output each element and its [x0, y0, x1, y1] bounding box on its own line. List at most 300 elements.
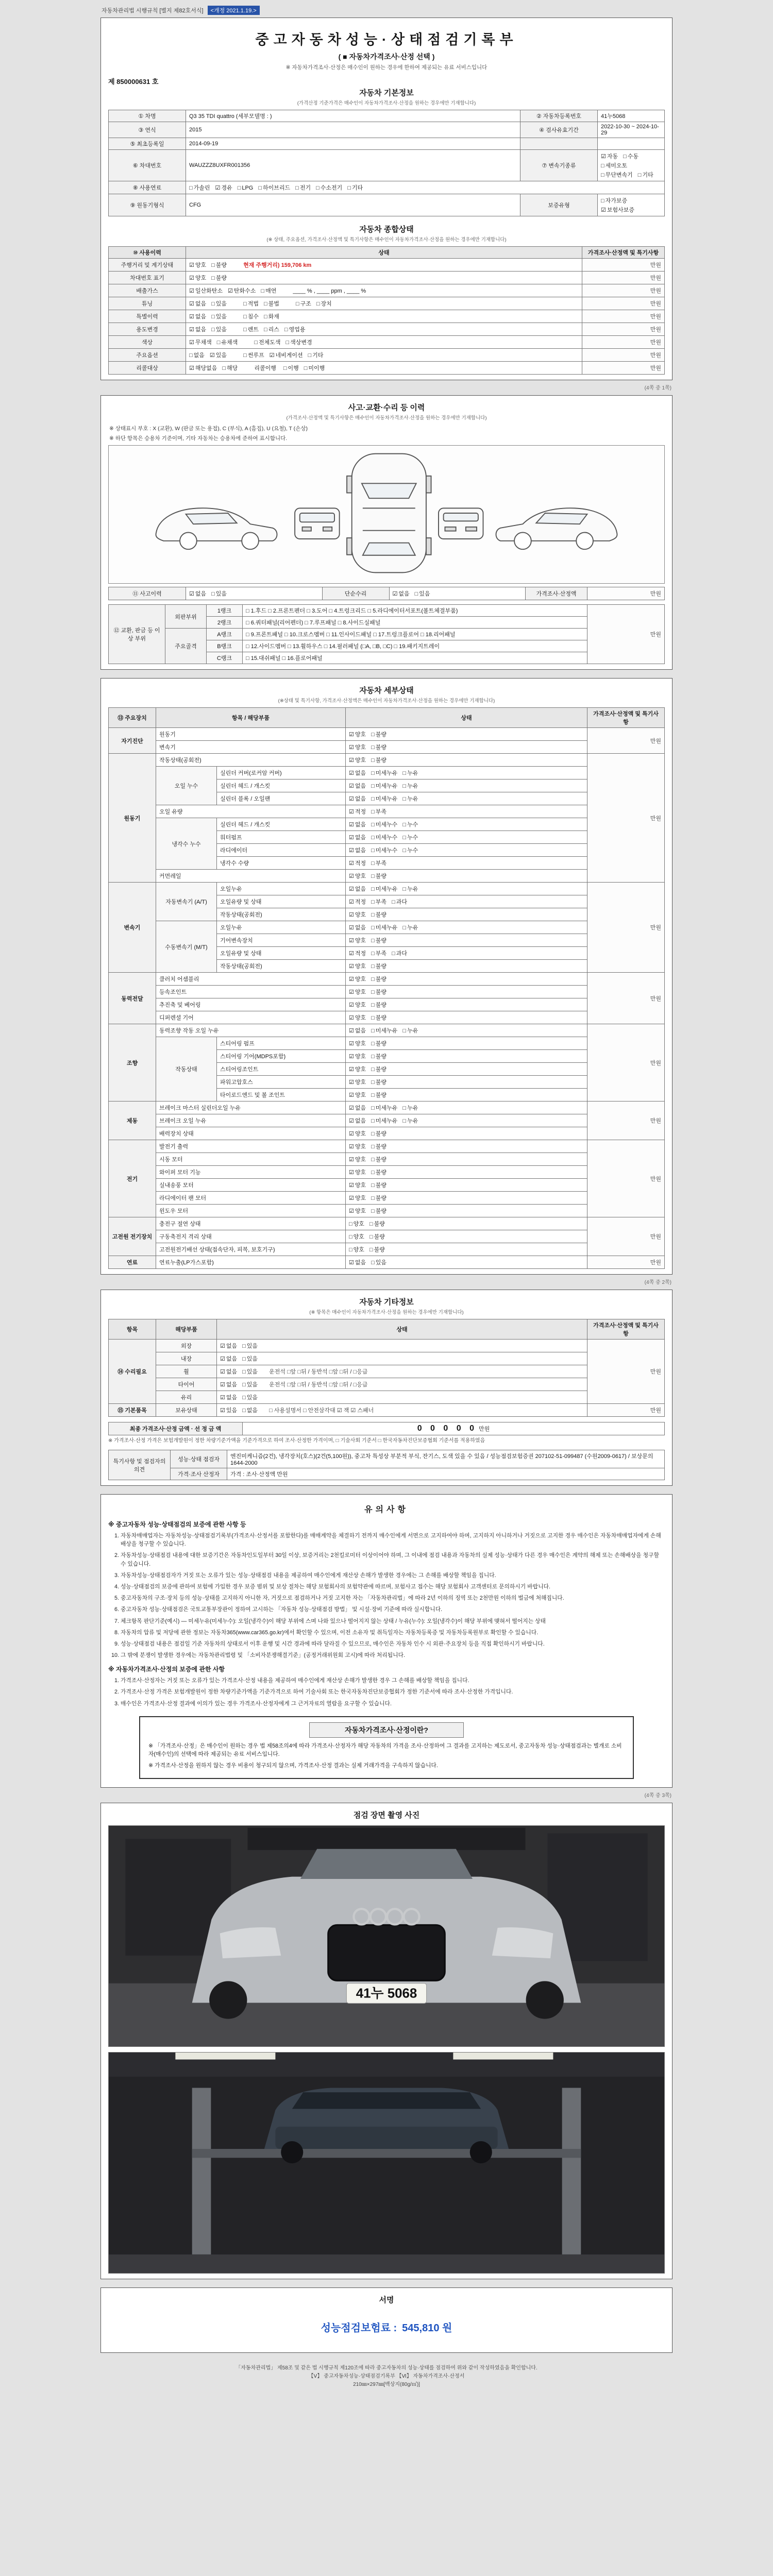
empty-box-icon: □: [211, 314, 215, 320]
checkbox-unchecked[interactable]: □ 미세누수: [371, 822, 398, 828]
checkbox-unchecked[interactable]: □ 있음: [414, 591, 430, 597]
device-label: 동력전달: [109, 973, 156, 1024]
checked-box-icon: ☑: [189, 314, 194, 320]
checkbox-checked[interactable]: ☑ 양호: [349, 1131, 366, 1137]
checkbox-unchecked[interactable]: □ 기타: [347, 185, 363, 191]
checkbox-unchecked[interactable]: □ 기타: [308, 352, 324, 359]
checked-box-icon: ☑: [349, 1182, 354, 1189]
checkbox-unchecked[interactable]: □ 장치: [316, 301, 332, 307]
accident-history-checks: [186, 587, 323, 600]
checkbox-checked[interactable]: ☑ 양호: [349, 757, 366, 764]
table-row: [109, 122, 665, 138]
checked-box-icon: ☑: [209, 352, 215, 359]
checkbox-checked[interactable]: ☑ 양호: [349, 1157, 366, 1163]
checkbox-unchecked[interactable]: □ 불량: [371, 1066, 387, 1073]
checkbox-unchecked[interactable]: □ 부족: [371, 860, 387, 867]
empty-box-icon: □: [371, 912, 375, 918]
checkbox-checked[interactable]: ☑ 있음: [209, 352, 227, 359]
page-mark: (4쪽 중 1쪽): [644, 385, 671, 391]
checked-box-icon: ☑: [349, 989, 354, 995]
checkbox-unchecked[interactable]: □ 불량: [369, 1247, 385, 1253]
misc-part-label: 외장: [156, 1340, 217, 1352]
checkbox-checked[interactable]: ☑ 탄화수소: [228, 288, 256, 294]
checked-box-icon: ☑: [601, 154, 606, 160]
checkbox-unchecked[interactable]: □ 구조: [295, 301, 311, 307]
part-label: 실린더 헤드 / 개스킷: [217, 779, 346, 792]
checkbox-unchecked[interactable]: □ 불량: [371, 1208, 387, 1214]
part-label: 실린더 블록 / 오일팬: [217, 792, 346, 805]
col-header: 가격조사·산정액 및 특기사항: [582, 247, 665, 259]
checkbox-checked[interactable]: ☑ 양호: [349, 976, 366, 982]
checkbox-unchecked[interactable]: □ 양호: [349, 1247, 364, 1253]
part-label: 오일누유: [217, 883, 346, 895]
checkbox-checked[interactable]: ☑ 일산화탄소: [189, 288, 223, 294]
top-strip: [100, 3, 673, 18]
checkbox-unchecked[interactable]: □ 누수: [402, 848, 418, 854]
checkbox-unchecked[interactable]: □ 있음: [242, 1356, 258, 1362]
checkbox-unchecked[interactable]: □ 자가보증: [601, 198, 628, 204]
checked-box-icon: ☑: [349, 757, 354, 764]
checkbox-unchecked[interactable]: □ 미세누유: [371, 1028, 398, 1034]
usage-history-label: 특별이력: [109, 310, 186, 323]
checkbox-checked[interactable]: ☑ 적정: [349, 860, 366, 867]
checkbox-unchecked[interactable]: □ 수동: [623, 154, 639, 160]
checkbox-unchecked[interactable]: □ 미세누유: [371, 796, 398, 802]
checkbox-unchecked[interactable]: □ 과다: [392, 899, 407, 905]
basic-section-note: (가격산정 기준가격은 매수인이 자동차가격조사·산정을 원하는 경우에만 기재합니다): [297, 100, 476, 106]
part-label: 연료누출(LP가스포함): [156, 1256, 346, 1269]
misc-table: [108, 1319, 665, 1417]
checkbox-checked[interactable]: ☑ 양호: [349, 873, 366, 879]
final-price-value: 0 0 0 0 0: [417, 1424, 477, 1433]
part-label: 라디에이터 팬 모터: [156, 1192, 346, 1205]
checkbox-checked[interactable]: ☑ 양호: [349, 1066, 366, 1073]
checkbox-unchecked[interactable]: □ 불량: [371, 1002, 387, 1008]
checkbox-unchecked[interactable]: □ 미세누유: [371, 886, 398, 892]
car-name-value: Q3 35 TDI quattro (세부모델명 : ): [186, 110, 520, 122]
checkbox-unchecked[interactable]: □ 있음: [242, 1343, 258, 1349]
state-symbols-legend2: ※ 하단 항목은 승용차 기준이며, 기타 자동차는 승용차에 준하여 표시합니다.: [109, 435, 288, 442]
checkbox-unchecked[interactable]: □ 누유: [402, 1028, 418, 1034]
checkbox-unchecked[interactable]: □ 전기: [295, 185, 311, 191]
checkbox-unchecked[interactable]: □ 있음: [211, 314, 227, 320]
checkbox-unchecked[interactable]: □ 양호: [349, 1234, 364, 1240]
checkbox-unchecked[interactable]: □ 불량: [371, 744, 387, 751]
checkbox-unchecked[interactable]: □ 수소전기: [316, 185, 343, 191]
checkbox-unchecked[interactable]: □ 누유: [402, 770, 418, 776]
summary-value-text: 리콜이행: [254, 365, 276, 371]
checkbox-unchecked[interactable]: □ 하이브리드: [258, 185, 291, 191]
detail-row: [109, 1179, 665, 1192]
table-row: [109, 1468, 665, 1480]
checkbox-unchecked[interactable]: □ 있음: [371, 1260, 387, 1266]
detail-row: [109, 754, 665, 767]
checkbox-checked[interactable]: ☑ 경유: [215, 185, 232, 191]
device-label: 전기: [109, 1140, 156, 1217]
checkbox-checked[interactable]: ☑ 양호: [349, 744, 366, 751]
field-label: ④ 검사유효기간: [520, 122, 598, 138]
item-label: 냉각수 누수: [156, 818, 217, 870]
checkbox-checked[interactable]: ☑ 없음: [220, 1369, 238, 1375]
part-label: 브레이크 마스터 실린더오일 누유: [156, 1101, 346, 1114]
empty-box-icon: □: [402, 1118, 406, 1124]
checkbox-unchecked[interactable]: □ 미세누유: [371, 783, 398, 789]
detail-row: [109, 921, 665, 934]
checkbox-checked[interactable]: ☑ 없음: [349, 822, 366, 828]
checkbox-unchecked[interactable]: □ 불량: [371, 1079, 387, 1086]
part-label: 브레이크 오일 누유: [156, 1114, 346, 1127]
checkbox-unchecked[interactable]: □ 양호: [349, 1221, 364, 1227]
detail-table: [108, 707, 665, 1269]
revision-chip: <개정 2021.1.19.>: [208, 6, 260, 15]
checkbox-checked[interactable]: ☑ 없음: [349, 886, 366, 892]
empty-box-icon: □: [242, 1343, 246, 1349]
notice-item: 3. 자동차성능·상태점검자가 거짓 또는 오류가 있는 성능·상태점검 내용을 제공하여 매수인에게 재산상 손해가 발생한 경우에는 그 손해를 배상할 책임을 집니다.: [121, 1571, 665, 1580]
panel-items[interactable]: □ 6.쿼터패널(리어펜더) □ 7.루프패널 □ 8.사이드실패널: [243, 617, 587, 629]
checkbox-checked[interactable]: ☑ 양호: [189, 275, 207, 281]
checkbox-unchecked[interactable]: □ 세미오토: [601, 163, 628, 169]
checkbox-unchecked[interactable]: □ 불량: [371, 938, 387, 944]
checkbox-unchecked[interactable]: □ 미세누수: [371, 835, 398, 841]
checkbox-checked[interactable]: ☑ 양호: [189, 262, 207, 268]
license-plate-text: 41누 5068: [356, 1987, 417, 2002]
basic-info-table: [108, 110, 665, 216]
checkbox-checked[interactable]: ☑ 없음: [392, 591, 410, 597]
checkbox-unchecked[interactable]: □ 불량: [369, 1221, 385, 1227]
checkbox-unchecked[interactable]: □ 부족: [371, 951, 387, 957]
checkbox-unchecked[interactable]: □ 불량: [371, 1131, 387, 1137]
empty-box-icon: □: [414, 591, 418, 597]
misc-extra-options[interactable]: □ 사용설명서 □ 안전삼각대 ☑ 잭 ☑ 스패너: [269, 1408, 374, 1414]
checkbox-unchecked[interactable]: □ 유채색: [216, 340, 238, 346]
checkbox-checked[interactable]: ☑ 없음: [220, 1343, 238, 1349]
checkbox-unchecked[interactable]: □ 미세누수: [371, 848, 398, 854]
checkbox-unchecked[interactable]: □ 화재: [263, 314, 279, 320]
checkbox-checked[interactable]: ☑ 네비게이션: [269, 352, 303, 359]
price-amount-cell: 만원: [582, 310, 665, 323]
checkbox-unchecked[interactable]: □ 불량: [371, 1157, 387, 1163]
panel-items[interactable]: □ 1.후드 □ 2.프론트펜더 □ 3.도어 □ 4.트렁크리드 □ 5.라디에이터서포트(볼트체결부품): [243, 605, 587, 617]
checkbox-unchecked[interactable]: □ 기타: [637, 172, 653, 178]
checkbox-unchecked[interactable]: □ 과다: [392, 951, 407, 957]
notice-item: 6. 중고자동차 성능·상태점검은 국토교통부장관이 정하여 고시하는 「자동차 성능·상태점검 방법」 및 시설·장비 기준에 따라 실시합니다.: [121, 1605, 665, 1614]
empty-box-icon: □: [371, 822, 375, 828]
checkbox-unchecked[interactable]: □ 해당: [222, 365, 238, 371]
misc-extra-options[interactable]: 운전석 □앞 □뒤 / 동반석 □앞 □뒤 / □응급: [269, 1369, 368, 1375]
checkbox-unchecked[interactable]: □ 불량: [371, 1170, 387, 1176]
law-reference: 자동차관리법 시행규칙 [별지 제82호서식]: [102, 8, 204, 14]
checkbox-checked[interactable]: ☑ 없음: [349, 1028, 366, 1034]
checkbox-checked[interactable]: ☑ 양호: [349, 1041, 366, 1047]
checkbox-checked[interactable]: ☑ 적정: [349, 951, 366, 957]
page-mark: (4쪽 중 3쪽): [644, 1793, 671, 1799]
notice-item: 7. 체크항목 판단기준(예시) — 미세누유(미세누수): 오일(냉각수)이 해당 부위에 스며 나와 있으나 떨어지지 않는 상태 / 누유(누수): 오일(냉각수)이 해당 부위에 맺혀서 떨어지는 상태: [121, 1617, 665, 1625]
checkbox-unchecked[interactable]: □ 무단변속기: [601, 172, 633, 178]
checkbox-checked[interactable]: ☑ 양호: [349, 1144, 366, 1150]
table-row: [109, 194, 665, 216]
checkbox-unchecked[interactable]: □ 불량: [371, 1054, 387, 1060]
empty-box-icon: □: [371, 1170, 375, 1176]
checkbox-unchecked[interactable]: □ 누유: [402, 925, 418, 931]
checkbox-unchecked[interactable]: □ 전체도색: [254, 340, 281, 346]
detail-row: [109, 1230, 665, 1243]
misc-part-label: 유리: [156, 1391, 217, 1404]
checkbox-checked[interactable]: ☑ 없음: [349, 783, 366, 789]
checkbox-unchecked[interactable]: □ 불량: [371, 912, 387, 918]
checkbox-unchecked[interactable]: □ 부족: [371, 809, 387, 815]
empty-box-icon: □: [284, 327, 288, 333]
part-label: 커먼레일: [156, 870, 346, 883]
checkbox-checked[interactable]: ☑ 양호: [349, 1195, 366, 1201]
misc-row: [109, 1365, 665, 1378]
price-amount-cell: 만원: [587, 1101, 665, 1140]
checkbox-unchecked[interactable]: □ LPG: [237, 185, 254, 191]
checkbox-checked[interactable]: ☑ 해당없음: [189, 365, 217, 371]
photos-block: [100, 1803, 673, 2279]
checkbox-checked[interactable]: ☑ 없음: [349, 796, 366, 802]
checked-box-icon: ☑: [349, 873, 354, 879]
checkbox-checked[interactable]: ☑ 양호: [349, 1079, 366, 1086]
usage-history-label: 주요옵션: [109, 349, 186, 362]
checkbox-unchecked[interactable]: □ 누수: [402, 835, 418, 841]
checkbox-checked[interactable]: ☑ 있음: [220, 1408, 238, 1414]
checkbox-checked[interactable]: ☑ 양호: [349, 1054, 366, 1060]
checkbox-unchecked[interactable]: □ 누유: [402, 1118, 418, 1124]
checked-box-icon: ☑: [349, 783, 354, 789]
plate-number-value: 41누5068: [598, 110, 665, 122]
checkbox-checked[interactable]: ☑ 양호: [349, 732, 366, 738]
checkbox-unchecked[interactable]: □ 영업용: [284, 327, 306, 333]
part-label: 스티어링조인트: [217, 1063, 346, 1076]
checked-box-icon: ☑: [349, 899, 354, 905]
photo-underside-svg: [109, 2053, 664, 2273]
empty-box-icon: □: [242, 1395, 246, 1401]
checkbox-unchecked[interactable]: □ 부족: [371, 899, 387, 905]
checkbox-unchecked[interactable]: □ 있음: [242, 1369, 258, 1375]
detail-row: [109, 1037, 665, 1050]
checked-box-icon: ☑: [349, 886, 354, 892]
empty-box-icon: □: [371, 899, 375, 905]
checkbox-unchecked[interactable]: □ 누수: [402, 822, 418, 828]
checked-box-icon: ☑: [349, 860, 354, 867]
summary-row: [109, 310, 665, 323]
empty-box-icon: □: [349, 1234, 352, 1240]
checkbox-checked[interactable]: ☑ 자동: [601, 154, 618, 160]
checkbox-unchecked[interactable]: □ 미세누유: [371, 1105, 398, 1111]
checkbox-unchecked[interactable]: □ 이행: [283, 365, 299, 371]
detail-section-title: 자동차 세부상태: [359, 686, 414, 695]
empty-box-icon: □: [371, 770, 375, 776]
checkbox-checked[interactable]: ☑ 양호: [349, 938, 366, 944]
misc-row: [109, 1340, 665, 1352]
checkbox-checked[interactable]: ☑ 없음: [220, 1356, 238, 1362]
checkbox-unchecked[interactable]: □ 불량: [371, 732, 387, 738]
page1-block: [100, 18, 673, 380]
col-header: 항목 / 해당부품: [156, 708, 346, 728]
checkbox-checked[interactable]: ☑ 없음: [349, 1105, 366, 1111]
footer-line-3: 210㎜×297㎜[백상지(80g/㎡)]: [353, 2382, 420, 2388]
checkbox-unchecked[interactable]: □ 매연: [261, 288, 277, 294]
col-header: 가격조사·산정액 및 특기사항: [587, 1319, 665, 1340]
panel-category-label: 주요골격: [165, 629, 207, 664]
empty-box-icon: □: [371, 848, 375, 854]
checkbox-unchecked[interactable]: □ 없음: [242, 1408, 258, 1414]
checkbox-checked[interactable]: ☑ 양호: [349, 1092, 366, 1098]
checkbox-unchecked[interactable]: □ 누유: [402, 1105, 418, 1111]
checkbox-checked[interactable]: ☑ 없음: [189, 314, 207, 320]
checkbox-unchecked[interactable]: □ 있음: [242, 1382, 258, 1388]
appraiser-label: 가격·조사 산정자: [171, 1468, 227, 1480]
part-label: 실린더 헤드 / 개스킷: [217, 818, 346, 831]
model-year-value: 2015: [186, 122, 520, 138]
panel-items[interactable]: □ 9.프론트패널 □ 10.크로스멤버 □ 11.인사이드패널 □ 17.트렁크플로어 □ 18.리어패널: [243, 629, 587, 640]
checkbox-unchecked[interactable]: □ 불량: [211, 262, 227, 268]
checkbox-checked[interactable]: ☑ 없음: [349, 925, 366, 931]
checkbox-unchecked[interactable]: □ 불량: [371, 873, 387, 879]
price-amount-cell: 만원: [582, 272, 665, 284]
misc-extra-options[interactable]: 운전석 □앞 □뒤 / 동반석 □앞 □뒤 / □응급: [269, 1382, 368, 1388]
checkbox-unchecked[interactable]: □ 불법: [263, 301, 279, 307]
checkbox-unchecked[interactable]: □ 불량: [371, 757, 387, 764]
checkbox-unchecked[interactable]: □ 미세누유: [371, 925, 398, 931]
price-amount-cell: 만원: [582, 349, 665, 362]
final-price-note: ※ 가격조사·산정 가격은 보험개발원이 정한 차량기준가액을 기준가격으로 하여 조사·산정한 가격이며, □ 기술사회 기준서 □ 한국자동차진단보증협회 기준서를 적용하였음: [108, 1438, 485, 1444]
checkbox-unchecked[interactable]: □ 누유: [402, 796, 418, 802]
checkbox-unchecked[interactable]: □ 있음: [242, 1395, 258, 1401]
checkbox-unchecked[interactable]: □ 미이행: [304, 365, 325, 371]
checkbox-checked[interactable]: ☑ 적정: [349, 899, 366, 905]
checkbox-checked[interactable]: ☑ 없음: [189, 591, 207, 597]
checkbox-unchecked[interactable]: □ 미세누유: [371, 1118, 398, 1124]
checkbox-unchecked[interactable]: □ 불량: [371, 1144, 387, 1150]
inspection-period-value: 2022-10-30 ~ 2024-10-29: [598, 122, 665, 138]
checkbox-checked[interactable]: ☑ 양호: [349, 912, 366, 918]
empty-box-icon: □: [295, 301, 299, 307]
checkbox-unchecked[interactable]: □ 누유: [402, 783, 418, 789]
rank-label: A랭크: [207, 629, 243, 640]
checkbox-unchecked[interactable]: □ 있음: [211, 327, 227, 333]
checkbox-unchecked[interactable]: □ 불량: [369, 1234, 385, 1240]
table-row: [109, 1422, 665, 1435]
checked-box-icon: ☑: [349, 835, 354, 841]
checkbox-checked[interactable]: ☑ 양호: [349, 1170, 366, 1176]
part-label: 등속조인트: [156, 986, 346, 998]
checkbox-checked[interactable]: ☑ 양호: [349, 989, 366, 995]
checkbox-checked[interactable]: ☑ 없음: [189, 327, 207, 333]
checkbox-unchecked[interactable]: □ 침수: [243, 314, 259, 320]
empty-box-icon: □: [371, 1079, 375, 1086]
checkbox-checked[interactable]: ☑ 양호: [349, 1208, 366, 1214]
checkbox-checked[interactable]: ☑ 없음: [220, 1382, 238, 1388]
checked-box-icon: ☑: [349, 1144, 354, 1150]
checkbox-checked[interactable]: ☑ 양호: [349, 963, 366, 970]
checkbox-unchecked[interactable]: □ 불량: [371, 1092, 387, 1098]
checkbox-checked[interactable]: ☑ 없음: [349, 770, 366, 776]
checkbox-checked[interactable]: ☑ 없음: [349, 1118, 366, 1124]
checkbox-unchecked[interactable]: □ 불량: [211, 275, 227, 281]
part-label: 구동축전지 격리 상태: [156, 1230, 346, 1243]
price-amount-cell: 만원: [587, 605, 665, 664]
summary-row: [109, 259, 665, 272]
part-label: 고전원전기배선 상태(접속단자, 피복, 보호기구): [156, 1243, 346, 1256]
empty-box-icon: □: [371, 757, 375, 764]
checkbox-unchecked[interactable]: □ 색상변경: [285, 340, 312, 346]
checkbox-unchecked[interactable]: □ 불량: [371, 976, 387, 982]
checkbox-checked[interactable]: ☑ 무채색: [189, 340, 212, 346]
price-amount-cell: 만원: [587, 1140, 665, 1217]
checkbox-checked[interactable]: ☑ 적정: [349, 809, 366, 815]
checkbox-checked[interactable]: ☑ 없음: [349, 1260, 366, 1266]
checkbox-unchecked[interactable]: □ 미세누유: [371, 770, 398, 776]
checkbox-unchecked[interactable]: □ 불량: [371, 1041, 387, 1047]
part-label: 스티어링 펌프: [217, 1037, 346, 1050]
part-label: 시동 모터: [156, 1153, 346, 1166]
checkbox-unchecked[interactable]: □ 리스: [263, 327, 279, 333]
checkbox-checked[interactable]: ☑ 없음: [349, 835, 366, 841]
checkbox-unchecked[interactable]: □ 불량: [371, 963, 387, 970]
panel-items[interactable]: □ 15.대쉬패널 □ 16.플로어패널: [243, 652, 587, 664]
checkbox-unchecked[interactable]: □ 썬루프: [243, 352, 264, 359]
detail-row: [109, 1127, 665, 1140]
checkbox-unchecked[interactable]: □ 렌트: [243, 327, 259, 333]
exchange-row: [109, 629, 665, 640]
detail-row: [109, 818, 665, 831]
empty-box-icon: □: [601, 172, 604, 178]
checked-box-icon: ☑: [349, 1208, 354, 1214]
definition-box-title: 자동차가격조사·산정이란?: [309, 1722, 464, 1738]
part-label: 워터펌프: [217, 831, 346, 844]
final-price-table: [108, 1422, 665, 1435]
checkbox-unchecked[interactable]: □ 불량: [371, 1195, 387, 1201]
empty-box-icon: □: [402, 796, 406, 802]
checkbox-checked[interactable]: ☑ 보험사보증: [601, 207, 635, 213]
checkbox-unchecked[interactable]: □ 불량: [371, 989, 387, 995]
device-label: 제동: [109, 1101, 156, 1140]
field-label: 보증유형: [520, 194, 598, 216]
part-label: 냉각수 수량: [217, 857, 346, 870]
checkbox-unchecked[interactable]: □ 불량: [371, 1182, 387, 1189]
part-label: 디퍼렌셜 기어: [156, 1011, 346, 1024]
checkbox-unchecked[interactable]: □ 불량: [371, 1015, 387, 1021]
empty-box-icon: □: [211, 262, 215, 268]
checkbox-unchecked[interactable]: □ 누유: [402, 886, 418, 892]
col-header: 상태: [186, 247, 582, 259]
usage-history-label: 용도변경: [109, 323, 186, 336]
panel-items[interactable]: □ 12.사이드멤버 □ 13.휠하우스 □ 14.필러패널 (□A, □B, □C) □ 19.패키지트레이: [243, 640, 587, 652]
checkbox-checked[interactable]: ☑ 없음: [189, 301, 207, 307]
part-label: 파워고압호스: [217, 1076, 346, 1089]
checkbox-checked[interactable]: ☑ 없음: [220, 1395, 238, 1401]
checkbox-unchecked[interactable]: □ 가솔린: [189, 185, 210, 191]
checkbox-checked[interactable]: ☑ 양호: [349, 1002, 366, 1008]
empty-box-icon: □: [371, 925, 375, 931]
checkbox-checked[interactable]: ☑ 양호: [349, 1015, 366, 1021]
misc-row: [109, 1404, 665, 1417]
detail-row: [109, 1140, 665, 1153]
checkbox-unchecked[interactable]: □ 없음: [189, 352, 205, 359]
checkbox-checked[interactable]: ☑ 양호: [349, 1182, 366, 1189]
price-amount-cell: 만원: [587, 728, 665, 754]
checkbox-unchecked[interactable]: □ 적법: [243, 301, 259, 307]
empty-box-icon: □: [371, 1028, 375, 1034]
checkbox-unchecked[interactable]: □ 있음: [211, 301, 227, 307]
part-label: 라디에이터: [217, 844, 346, 857]
checkbox-unchecked[interactable]: □ 있음: [211, 591, 227, 597]
usage-history-label: 튜닝: [109, 297, 186, 310]
checkbox-checked[interactable]: ☑ 없음: [349, 848, 366, 854]
accident-history-label: ⑪ 사고이력: [109, 587, 186, 600]
rank-label: 1랭크: [207, 605, 243, 617]
